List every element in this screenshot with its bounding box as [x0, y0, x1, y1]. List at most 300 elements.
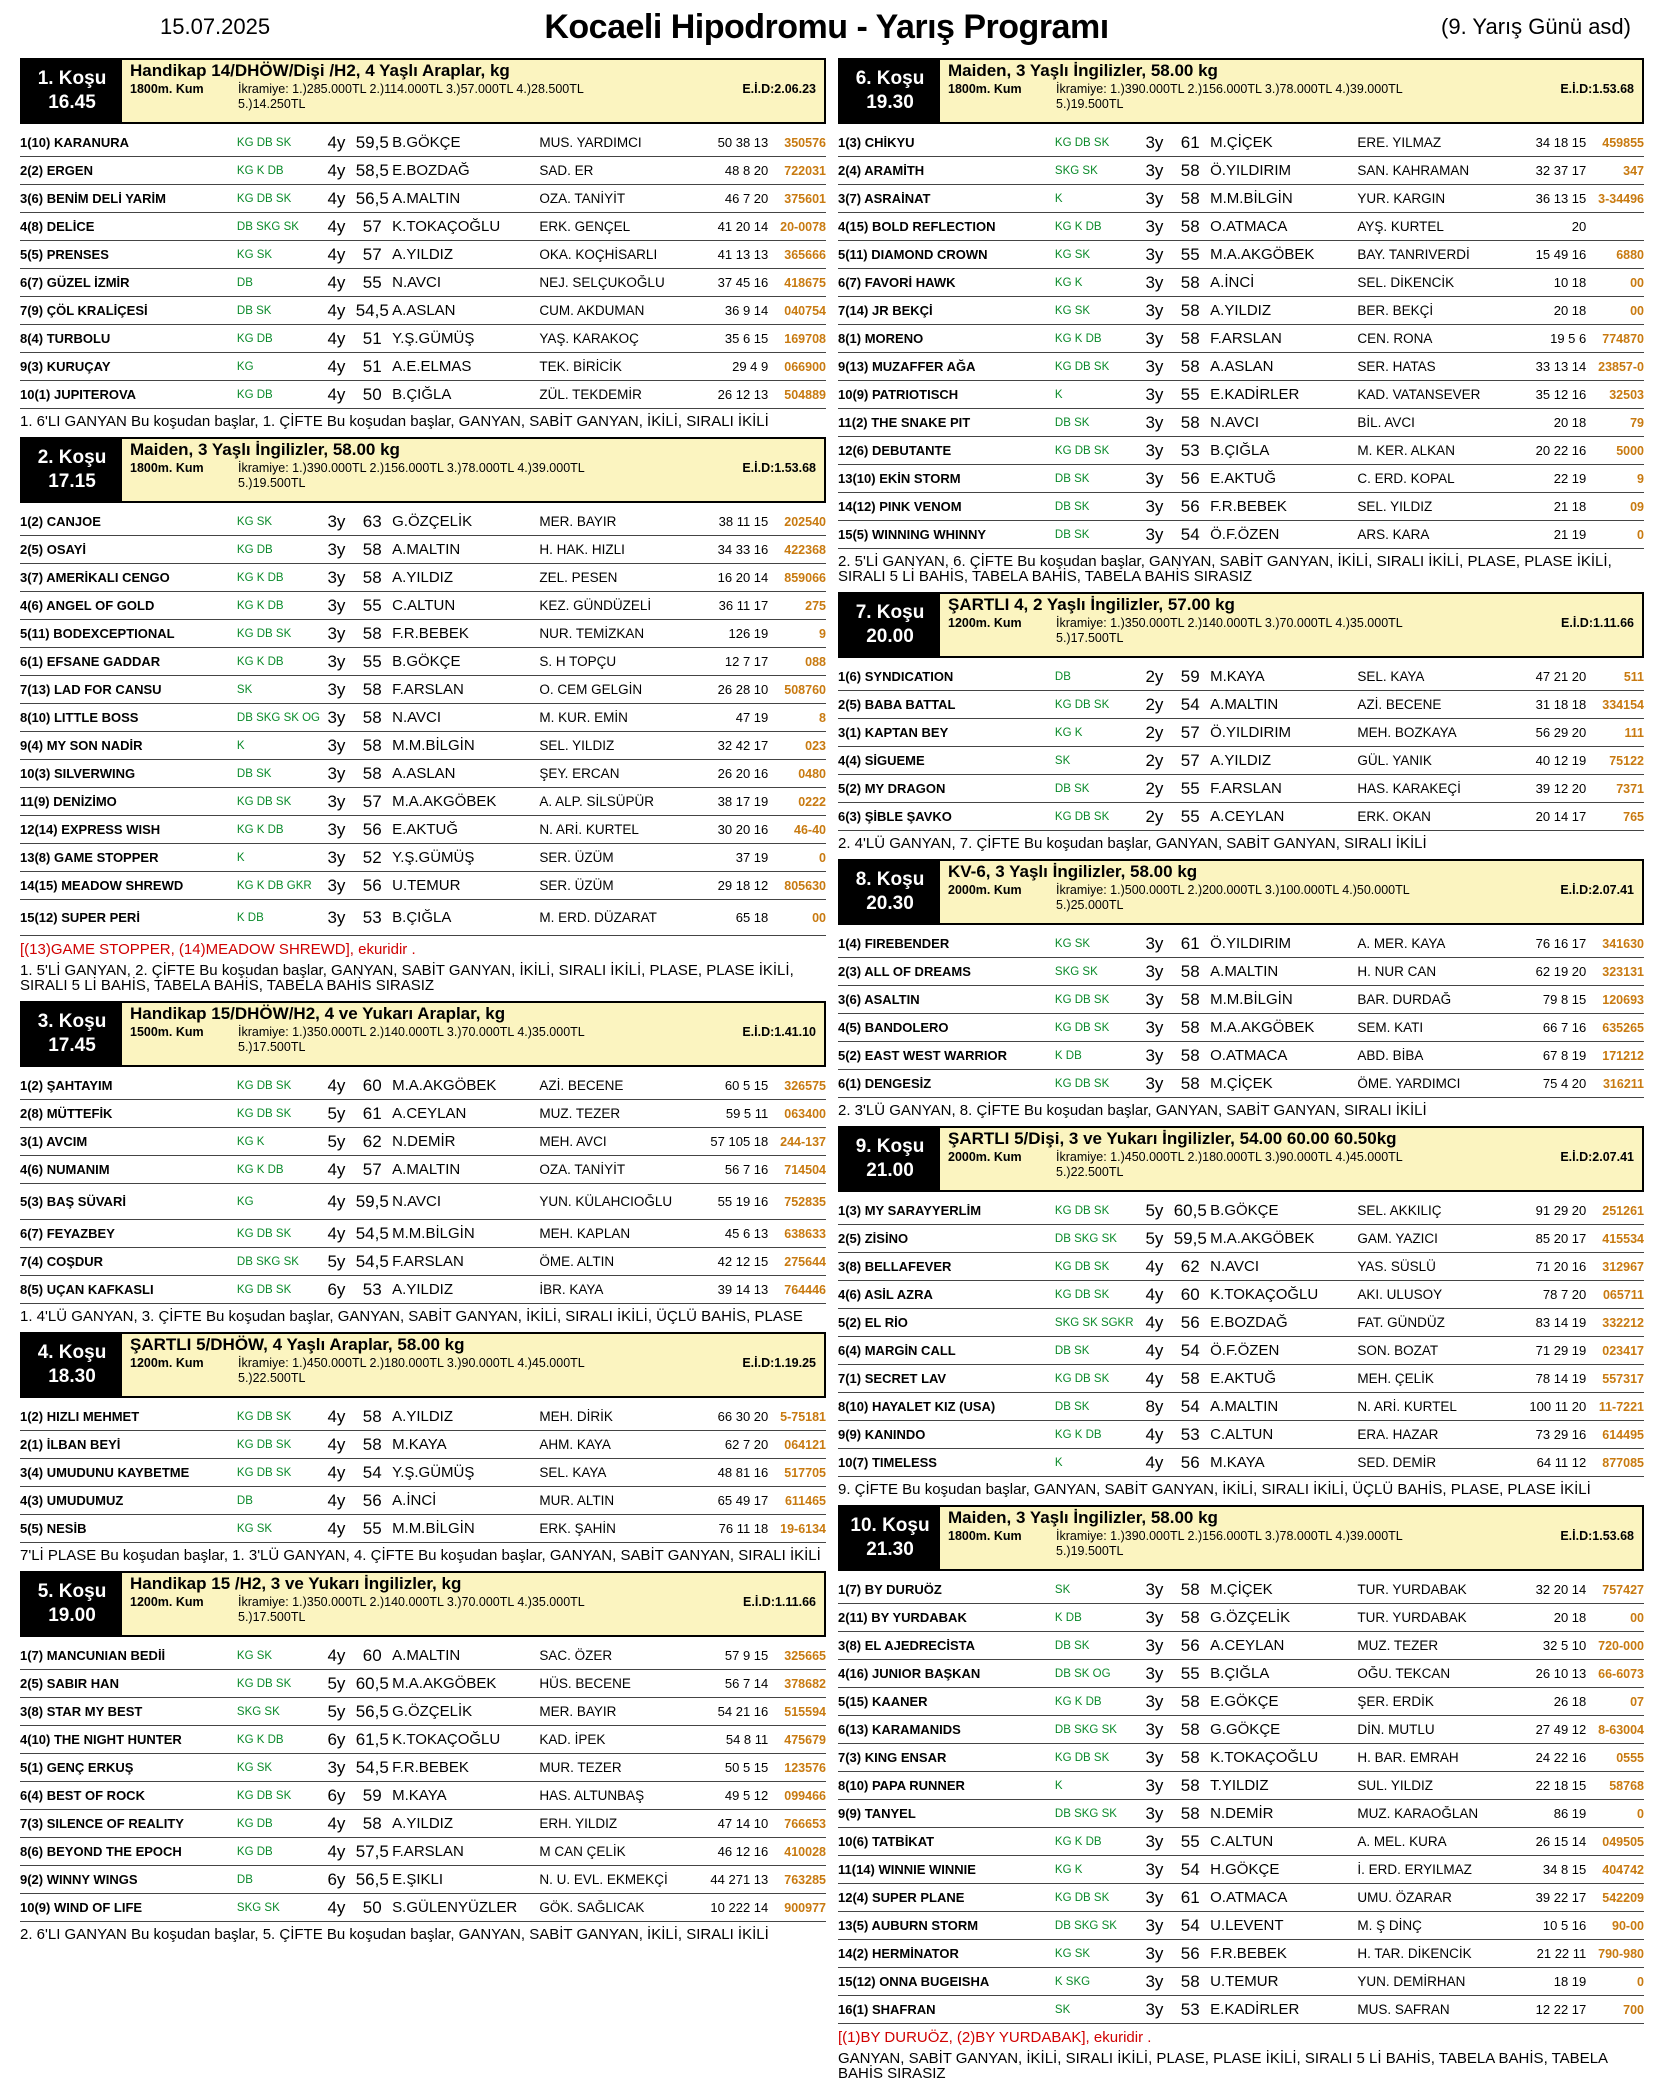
- horse-name[interactable]: 6(7) GÜZEL İZMİR: [20, 275, 130, 290]
- trainer-name: SED. DEMİR: [1357, 1455, 1437, 1470]
- horse-row[interactable]: [20, 1782, 826, 1810]
- horse-row[interactable]: [20, 1431, 826, 1459]
- horse-row[interactable]: [838, 1716, 1644, 1744]
- horse-name[interactable]: 6(4) MARGİN CALL: [838, 1343, 956, 1358]
- trainer-name: TEK. BİRİCİK: [539, 359, 622, 374]
- horse-name[interactable]: 2(5) BABA BATTAL: [838, 697, 956, 712]
- horse-name[interactable]: 1(7) BY DURUÖZ: [838, 1582, 942, 1597]
- jockey-name: B.GÖKÇE: [1210, 1202, 1279, 1219]
- horse-row[interactable]: [20, 508, 826, 536]
- horse-equipment: SK: [1054, 2003, 1071, 2016]
- horse-name[interactable]: 14(2) HERMİNATOR: [838, 1946, 959, 1961]
- horse-row[interactable]: [838, 1604, 1644, 1632]
- horse-name[interactable]: 2(3) ALL OF DREAMS: [838, 964, 971, 979]
- horse-row[interactable]: [838, 353, 1644, 381]
- horse-weight: 55: [1180, 778, 1200, 798]
- horse-name[interactable]: 6(3) ŞİBLE ŞAVKO: [838, 809, 952, 824]
- horse-row[interactable]: [838, 663, 1644, 691]
- horse-row[interactable]: [838, 1197, 1644, 1225]
- horse-name[interactable]: 1(3) MY SARAYYERLİM: [838, 1203, 982, 1218]
- horse-name[interactable]: 4(3) UMUDUMUZ: [20, 1493, 124, 1508]
- horse-name[interactable]: 4(6) ANGEL OF GOLD: [20, 598, 155, 613]
- horse-name[interactable]: 10(7) TIMELESS: [838, 1455, 937, 1470]
- horse-name[interactable]: 1(10) KARANURA: [20, 135, 130, 150]
- horse-name[interactable]: 16(1) SHAFRAN: [838, 2002, 936, 2017]
- horse-age: 3y: [327, 1757, 346, 1777]
- horse-equipment: KG K DB: [236, 1733, 284, 1746]
- horse-form: 764446: [784, 1282, 826, 1297]
- race-record: E.İ.D:2.06.23: [742, 82, 816, 96]
- horse-weight: 63: [362, 511, 382, 531]
- horse-name[interactable]: 14(12) PINK VENOM: [838, 499, 962, 514]
- horse-row[interactable]: [20, 1276, 826, 1304]
- horse-row[interactable]: [838, 1070, 1644, 1098]
- horse-name[interactable]: 1(4) FIREBENDER: [838, 936, 950, 951]
- horse-name[interactable]: 1(3) CHİKYU: [838, 135, 915, 150]
- horse-stats: 32 37 17: [1535, 163, 1587, 178]
- horse-form: 0: [819, 850, 826, 865]
- horse-name[interactable]: 3(1) KAPTAN BEY: [838, 725, 949, 740]
- horse-name[interactable]: 5(2) EAST WEST WARRIOR: [838, 1048, 1008, 1063]
- horse-row[interactable]: [20, 1100, 826, 1128]
- race-number-box: [840, 60, 940, 122]
- horse-name[interactable]: 3(6) ASALTIN: [838, 992, 920, 1007]
- horse-name[interactable]: 4(10) THE NIGHT HUNTER: [20, 1732, 182, 1747]
- horse-name[interactable]: 2(2) ERGEN: [20, 163, 93, 178]
- horse-row[interactable]: [838, 958, 1644, 986]
- horse-row[interactable]: [20, 732, 826, 760]
- jockey-name: A.İNCİ: [1210, 274, 1255, 291]
- horse-equipment: K SKG: [1054, 1975, 1091, 1988]
- horse-row[interactable]: [20, 381, 826, 409]
- horse-name[interactable]: 1(2) HIZLI MEHMET: [20, 1409, 140, 1424]
- horse-name[interactable]: 3(4) UMUDUNU KAYBETME: [20, 1465, 190, 1480]
- horse-row[interactable]: [20, 1128, 826, 1156]
- horse-name[interactable]: 8(4) TURBOLU: [20, 331, 111, 346]
- horse-age: 4y: [1145, 1256, 1164, 1276]
- horse-name[interactable]: 3(8) STAR MY BEST: [20, 1704, 143, 1719]
- program-date: 15.07.2025: [160, 14, 271, 39]
- horse-name[interactable]: 3(8) EL AJEDRECİSTA: [838, 1638, 976, 1653]
- horse-name[interactable]: 11(2) THE SNAKE PIT: [838, 415, 971, 430]
- horse-row[interactable]: [838, 157, 1644, 185]
- horse-row[interactable]: [20, 269, 826, 297]
- horse-row[interactable]: [838, 1309, 1644, 1337]
- race-title: ŞARTLI 5/Dişi, 3 ve Yukarı İngilizler, 54.00 60.00 60.50kg: [948, 1129, 1397, 1148]
- horse-row[interactable]: [20, 1754, 826, 1782]
- horse-row[interactable]: [20, 297, 826, 325]
- horse-row[interactable]: [838, 437, 1644, 465]
- trainer-name: O. CEM GELGİN: [539, 682, 643, 697]
- trainer-name: İBR. KAYA: [539, 1282, 604, 1297]
- horse-age: 3y: [327, 539, 346, 559]
- horse-row[interactable]: [838, 409, 1644, 437]
- horse-name[interactable]: 9(3) KURUÇAY: [20, 359, 111, 374]
- horse-name[interactable]: 1(6) SYNDICATION: [838, 669, 954, 684]
- horse-row[interactable]: [20, 1487, 826, 1515]
- horse-stats: 36 9 14: [724, 303, 769, 318]
- horse-name[interactable]: 3(6) BENİM DELİ YARİM: [20, 191, 166, 206]
- horse-row[interactable]: [20, 648, 826, 676]
- jockey-name: M.A.AKGÖBEK: [1210, 1230, 1315, 1247]
- horse-row[interactable]: [838, 1042, 1644, 1070]
- horse-name[interactable]: 8(5) UÇAN KAFKASLI: [20, 1282, 154, 1297]
- jockey-name: M.M.BİLGİN: [392, 737, 475, 754]
- horse-row[interactable]: [838, 719, 1644, 747]
- horse-row[interactable]: [20, 872, 826, 900]
- horse-name[interactable]: 10(6) TATBİKAT: [838, 1834, 935, 1849]
- race-info: [122, 1003, 824, 1065]
- horse-age: 3y: [1145, 1859, 1164, 1879]
- horse-age: 3y: [327, 567, 346, 587]
- horse-form: 0: [1637, 1974, 1644, 1989]
- horse-row[interactable]: [838, 1337, 1644, 1365]
- horse-name[interactable]: 7(1) SECRET LAV: [838, 1371, 947, 1386]
- horse-name[interactable]: 12(4) SUPER PLANE: [838, 1890, 965, 1905]
- horse-name[interactable]: 13(8) GAME STOPPER: [20, 850, 159, 865]
- horse-name[interactable]: 4(5) BANDOLERO: [838, 1020, 949, 1035]
- horse-name[interactable]: 6(1) EFSANE GADDAR: [20, 654, 161, 669]
- horse-name[interactable]: 7(13) LAD FOR CANSU: [20, 682, 162, 697]
- horse-equipment: K: [1054, 192, 1063, 205]
- horse-row[interactable]: [20, 325, 826, 353]
- horse-row[interactable]: [20, 185, 826, 213]
- horse-row[interactable]: [20, 704, 826, 732]
- trainer-name: MEH. AVCI: [539, 1134, 607, 1149]
- horse-row[interactable]: [838, 1225, 1644, 1253]
- horse-row[interactable]: [838, 1772, 1644, 1800]
- race-number: 9. Koşu: [855, 1136, 925, 1157]
- horse-form: 790-980: [1598, 1946, 1644, 1961]
- horse-row[interactable]: [838, 1253, 1644, 1281]
- horse-name[interactable]: 10(1) JUPITEROVA: [20, 387, 137, 402]
- horse-row[interactable]: [838, 1856, 1644, 1884]
- horse-row[interactable]: [838, 1884, 1644, 1912]
- horse-row[interactable]: [838, 493, 1644, 521]
- trainer-name: YUN. DEMİRHAN: [1357, 1974, 1466, 1989]
- horse-row[interactable]: [838, 521, 1644, 549]
- horse-row[interactable]: [20, 900, 826, 936]
- horse-row[interactable]: [20, 1248, 826, 1276]
- horse-form: 323131: [1602, 964, 1644, 979]
- horse-name[interactable]: 9(9) KANINDO: [838, 1427, 926, 1442]
- horse-row[interactable]: [20, 129, 826, 157]
- horse-weight: 54,5: [355, 1251, 389, 1271]
- jockey-name: M.M.BİLGİN: [392, 1520, 475, 1537]
- horse-row[interactable]: [838, 986, 1644, 1014]
- trainer-name: M. ERD. DÜZARAT: [539, 910, 657, 925]
- right-column: [838, 58, 1644, 2089]
- horse-row[interactable]: [20, 157, 826, 185]
- horse-stats: 48 8 20: [724, 163, 769, 178]
- horse-name[interactable]: 7(4) COŞDUR: [20, 1254, 104, 1269]
- horse-form: 757427: [1602, 1582, 1644, 1597]
- trainer-name: KAD. İPEK: [539, 1732, 606, 1747]
- horse-name[interactable]: 2(1) İLBAN BEYİ: [20, 1437, 121, 1452]
- horse-name[interactable]: 6(4) BEST OF ROCK: [20, 1788, 145, 1803]
- horse-name[interactable]: 5(2) EL RİO: [838, 1315, 908, 1330]
- horse-name[interactable]: 4(16) JUNIOR BAŞKAN: [838, 1666, 981, 1681]
- horse-row[interactable]: [838, 691, 1644, 719]
- horse-form: 32503: [1609, 387, 1644, 402]
- horse-name[interactable]: 10(9) PATRIOTISCH: [838, 387, 959, 402]
- horse-name[interactable]: 3(1) AVCIM: [20, 1134, 88, 1149]
- horse-name[interactable]: 8(1) MORENO: [838, 331, 924, 346]
- horse-row[interactable]: [838, 1421, 1644, 1449]
- horse-name[interactable]: 3(8) BELLAFEVER: [838, 1259, 952, 1274]
- race-header: [838, 859, 1644, 925]
- horse-weight: 58: [362, 679, 382, 699]
- horse-age: 3y: [1145, 132, 1164, 152]
- horse-name[interactable]: 9(9) TANYEL: [838, 1806, 916, 1821]
- horse-name[interactable]: 5(2) MY DRAGON: [838, 781, 946, 796]
- horse-name[interactable]: 6(1) DENGESİZ: [838, 1076, 932, 1091]
- horse-name[interactable]: 8(10) PAPA RUNNER: [838, 1778, 965, 1793]
- horse-row[interactable]: [20, 564, 826, 592]
- horse-stats: 86 19: [1553, 1806, 1587, 1821]
- horse-name[interactable]: 11(9) DENİZİMO: [20, 794, 117, 809]
- horse-row[interactable]: [20, 1894, 826, 1922]
- horse-name[interactable]: 6(7) FAVORİ HAWK: [838, 275, 956, 290]
- horse-age: 4y: [1145, 1340, 1164, 1360]
- horse-row[interactable]: [838, 1393, 1644, 1421]
- jockey-name: A.MALTIN: [392, 190, 461, 207]
- horse-row[interactable]: [838, 1940, 1644, 1968]
- race-prize: İkramiye: 1.)390.000TL 2.)156.000TL 3.)78.000TL 4.)39.000TL: [238, 461, 585, 475]
- horse-form: 511: [1623, 669, 1644, 684]
- horse-row[interactable]: [838, 241, 1644, 269]
- horse-row[interactable]: [838, 747, 1644, 775]
- horse-row[interactable]: [838, 465, 1644, 493]
- horse-row[interactable]: [838, 381, 1644, 409]
- horse-row[interactable]: [20, 1726, 826, 1754]
- race-prize-line: [948, 1149, 1634, 1165]
- horse-row[interactable]: [838, 185, 1644, 213]
- horse-name[interactable]: 6(7) FEYAZBEY: [20, 1226, 115, 1241]
- horse-name[interactable]: 4(6) ASİL AZRA: [838, 1287, 933, 1302]
- horse-row[interactable]: [838, 1744, 1644, 1772]
- horse-name[interactable]: 7(9) ÇÖL KRALİÇESİ: [20, 303, 148, 318]
- horse-weight: 58: [1180, 412, 1200, 432]
- trainer-name: HAS. ALTUNBAŞ: [539, 1788, 645, 1803]
- horse-row[interactable]: [838, 1968, 1644, 1996]
- horse-name[interactable]: 2(5) OSAYİ: [20, 542, 86, 557]
- horse-row[interactable]: [20, 536, 826, 564]
- trainer-name: M. Ş DİNÇ: [1357, 1918, 1422, 1933]
- jockey-name: G.ÖZÇELİK: [1210, 1609, 1291, 1626]
- horse-row[interactable]: [838, 1996, 1644, 2024]
- horse-name[interactable]: 8(10) LITTLE BOSS: [20, 710, 139, 725]
- horse-name[interactable]: 8(6) BEYOND THE EPOCH: [20, 1844, 182, 1859]
- horse-row[interactable]: [838, 1632, 1644, 1660]
- horse-name[interactable]: 9(2) WINNY WINGS: [20, 1872, 138, 1887]
- horse-row[interactable]: [838, 1912, 1644, 1940]
- horse-row[interactable]: [838, 297, 1644, 325]
- horse-name[interactable]: 1(2) CANJOE: [20, 514, 101, 529]
- horse-row[interactable]: [20, 1459, 826, 1487]
- horse-row[interactable]: [20, 760, 826, 788]
- horse-name[interactable]: 5(11) BODEXCEPTIONAL: [20, 626, 175, 641]
- jockey-name: K.TOKAÇOĞLU: [392, 1731, 501, 1748]
- horse-age: 3y: [327, 707, 346, 727]
- horse-row[interactable]: [838, 1660, 1644, 1688]
- race-prize: İkramiye: 1.)450.000TL 2.)180.000TL 3.)90.000TL 4.)45.000TL: [1056, 1150, 1403, 1164]
- horse-form: 763285: [784, 1872, 826, 1887]
- horse-weight: 58: [1180, 1971, 1200, 1991]
- horse-row[interactable]: [20, 620, 826, 648]
- horse-stats: 35 6 15: [724, 331, 769, 346]
- trainer-name: ERK. ŞAHİN: [539, 1521, 616, 1536]
- horse-row[interactable]: [20, 1184, 826, 1220]
- horse-row[interactable]: [20, 816, 826, 844]
- trainer-name: A. MER. KAYA: [1357, 936, 1446, 951]
- horse-name[interactable]: 1(2) ŞAHTAYIM: [20, 1078, 113, 1093]
- horse-row[interactable]: [20, 1156, 826, 1184]
- horse-name[interactable]: 8(10) HAYALET KIZ (USA): [838, 1399, 996, 1414]
- jockey-name: A.CEYLAN: [1210, 808, 1285, 825]
- horse-name[interactable]: 3(7) ASRAİNAT: [838, 191, 931, 206]
- horse-name[interactable]: 7(3) KING ENSAR: [838, 1750, 947, 1765]
- horse-name[interactable]: 13(10) EKİN STORM: [838, 471, 961, 486]
- horse-stats: 49 5 12: [724, 1788, 769, 1803]
- horse-row[interactable]: [838, 803, 1644, 831]
- horse-age: 4y: [327, 300, 346, 320]
- horse-age: 2y: [1145, 666, 1164, 686]
- horse-stats: 50 38 13: [717, 135, 769, 150]
- horse-name[interactable]: 15(12) SUPER PERİ: [20, 910, 140, 925]
- horse-equipment: KG DB SK: [236, 1107, 292, 1120]
- bet-types-note: 1. 6'LI GANYAN Bu koşudan başlar, 1. ÇİFTE Bu koşudan başlar, GANYAN, SABİT GANYAN, İKİLİ, SIRALI İKİLİ: [20, 413, 769, 430]
- horse-name[interactable]: 2(4) ARAMİTH: [838, 163, 925, 178]
- horse-row[interactable]: [20, 1866, 826, 1894]
- horse-name[interactable]: 4(6) NUMANIM: [20, 1162, 110, 1177]
- horse-row[interactable]: [20, 1642, 826, 1670]
- horse-row[interactable]: [20, 241, 826, 269]
- horse-row[interactable]: [838, 1576, 1644, 1604]
- horse-row[interactable]: [838, 930, 1644, 958]
- horse-form: 765: [1623, 809, 1644, 824]
- horse-row[interactable]: [20, 353, 826, 381]
- horse-row[interactable]: [838, 1449, 1644, 1477]
- horse-form: 900977: [784, 1900, 826, 1915]
- horse-name[interactable]: 15(12) ONNA BUGEISHA: [838, 1974, 990, 1989]
- horse-name[interactable]: 5(5) PRENSES: [20, 247, 109, 262]
- race-header: [20, 437, 826, 503]
- horse-name[interactable]: 4(8) DELİCE: [20, 219, 95, 234]
- race-time: 18.30: [48, 1366, 96, 1387]
- horse-row[interactable]: [838, 213, 1644, 241]
- horse-weight: 54,5: [355, 1757, 389, 1777]
- horse-weight: 59,5: [355, 1191, 389, 1211]
- horse-row[interactable]: [20, 1515, 826, 1543]
- trainer-name: ÖME. ALTIN: [539, 1254, 615, 1269]
- horse-name[interactable]: 4(15) BOLD REFLECTION: [838, 219, 996, 234]
- horse-form: 46-40: [794, 822, 826, 837]
- horse-name[interactable]: 13(5) AUBURN STORM: [838, 1918, 979, 1933]
- horse-weight: 61,5: [355, 1729, 389, 1749]
- trainer-name: SEL. KAYA: [1357, 669, 1425, 684]
- horse-row[interactable]: [20, 1403, 826, 1431]
- horse-row[interactable]: [838, 1014, 1644, 1042]
- horse-name[interactable]: 5(11) DIAMOND CROWN: [838, 247, 988, 262]
- horse-name[interactable]: 5(1) GENÇ ERKUŞ: [20, 1760, 134, 1775]
- horse-name[interactable]: 9(13) MUZAFFER AĞA: [838, 359, 976, 374]
- horse-row[interactable]: [20, 844, 826, 872]
- horse-row[interactable]: [838, 1688, 1644, 1716]
- horse-name[interactable]: 12(6) DEBUTANTE: [838, 443, 952, 458]
- horse-name[interactable]: 2(8) MÜTTEFİK: [20, 1106, 113, 1121]
- horse-row[interactable]: [838, 1281, 1644, 1309]
- horse-weight: 53: [362, 907, 382, 927]
- horse-form: 422368: [784, 542, 826, 557]
- horse-form: 9: [1637, 471, 1644, 486]
- horse-row[interactable]: [838, 1800, 1644, 1828]
- horse-name[interactable]: 10(3) SILVERWING: [20, 766, 136, 781]
- horse-row[interactable]: [20, 1810, 826, 1838]
- horse-row[interactable]: [20, 592, 826, 620]
- horse-name[interactable]: 5(15) KAANER: [838, 1694, 928, 1709]
- horse-row[interactable]: [20, 213, 826, 241]
- horse-equipment: KG SK: [236, 1649, 273, 1662]
- jockey-name: E.KADİRLER: [1210, 2001, 1300, 2018]
- horse-name[interactable]: 10(9) WIND OF LIFE: [20, 1900, 143, 1915]
- horse-name[interactable]: 6(13) KARAMANIDS: [838, 1722, 961, 1737]
- horse-name[interactable]: 2(5) ZİSİNO: [838, 1231, 909, 1246]
- horse-name[interactable]: 4(4) SİGUEME: [838, 753, 925, 768]
- horse-name[interactable]: 7(3) SILENCE OF REALITY: [20, 1816, 184, 1831]
- jockey-name: A.E.ELMAS: [392, 358, 472, 375]
- horse-stats: 62 19 20: [1535, 964, 1587, 979]
- horse-name[interactable]: 15(5) WINNING WHINNY: [838, 527, 987, 542]
- horse-row[interactable]: [838, 129, 1644, 157]
- race-prize-5th: 5.)22.500TL: [1056, 1165, 1124, 1179]
- page-header: [0, 8, 1653, 48]
- horse-stats: 91 29 20: [1535, 1203, 1587, 1218]
- horse-row[interactable]: [838, 1828, 1644, 1856]
- horse-name[interactable]: 7(14) JR BEKÇİ: [838, 303, 933, 318]
- horse-row[interactable]: [838, 1365, 1644, 1393]
- horse-row[interactable]: [20, 1072, 826, 1100]
- horse-row[interactable]: [20, 788, 826, 816]
- horse-row[interactable]: [838, 325, 1644, 353]
- horse-row[interactable]: [20, 676, 826, 704]
- horse-name[interactable]: 11(14) WINNIE WINNIE: [838, 1862, 976, 1877]
- race-title: Maiden, 3 Yaşlı İngilizler, 58.00 kg: [130, 440, 400, 459]
- horse-row[interactable]: [838, 775, 1644, 803]
- horse-name[interactable]: 2(11) BY YURDABAK: [838, 1610, 967, 1625]
- horse-name[interactable]: 3(7) AMERİKALI CENGO: [20, 570, 170, 585]
- horse-name[interactable]: 1(7) MANCUNIAN BEDİİ: [20, 1648, 166, 1663]
- horse-equipment: K: [1054, 1779, 1063, 1792]
- horse-equipment: KG SK: [1054, 1947, 1091, 1960]
- horse-weight: 54: [1180, 524, 1200, 544]
- horse-row[interactable]: [20, 1838, 826, 1866]
- trainer-name: H. HAK. HIZLI: [539, 542, 625, 557]
- horse-table: [20, 508, 826, 936]
- horse-name[interactable]: 2(5) SABIR HAN: [20, 1676, 119, 1691]
- horse-name[interactable]: 5(5) NESİB: [20, 1521, 87, 1536]
- horse-weight: 60: [362, 1075, 382, 1095]
- horse-row[interactable]: [20, 1670, 826, 1698]
- jockey-name: S.GÜLENYÜZLER: [392, 1899, 518, 1916]
- horse-name[interactable]: 9(4) MY SON NADİR: [20, 738, 143, 753]
- horse-row[interactable]: [838, 269, 1644, 297]
- horse-name[interactable]: 5(3) BAŞ SÜVARİ: [20, 1194, 126, 1209]
- horse-row[interactable]: [20, 1698, 826, 1726]
- horse-name[interactable]: 12(14) EXPRESS WISH: [20, 822, 161, 837]
- horse-row[interactable]: [20, 1220, 826, 1248]
- horse-name[interactable]: 14(15) MEADOW SHREWD: [20, 878, 184, 893]
